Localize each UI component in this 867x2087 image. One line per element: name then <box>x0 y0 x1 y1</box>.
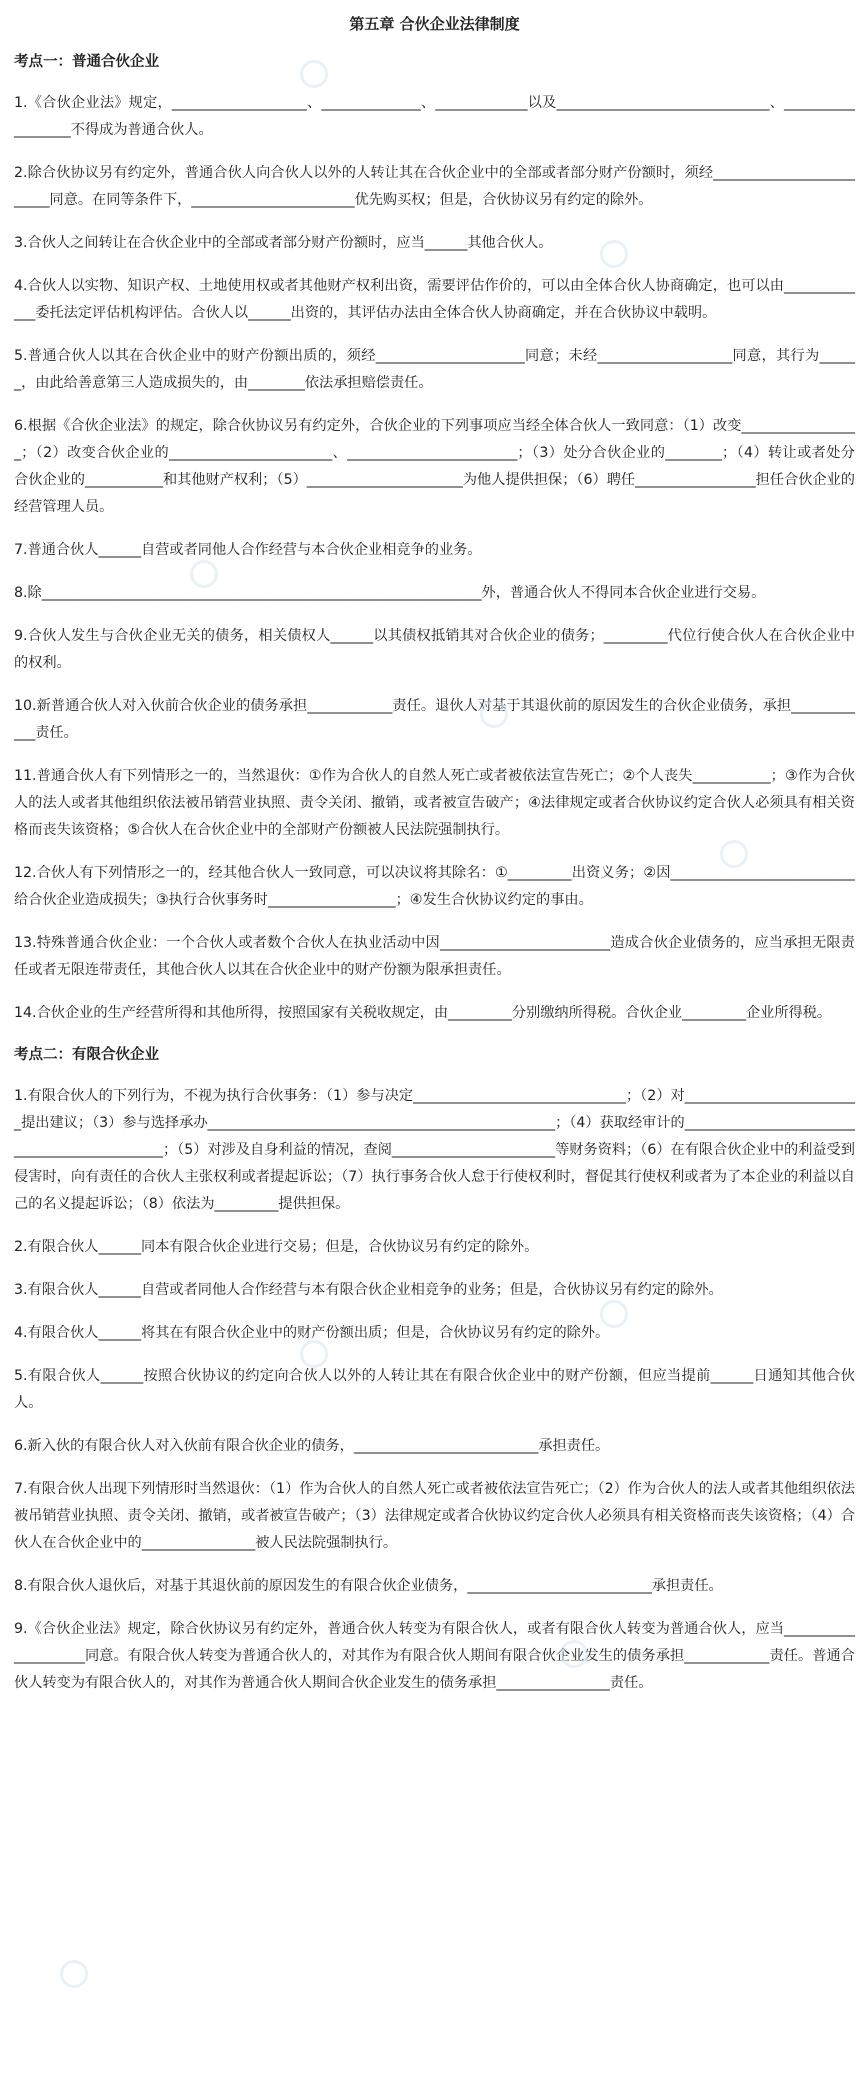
question-item: 7.有限合伙人出现下列情形时当然退伙：（1）作为合伙人的自然人死亡或者被依法宣告死亡；（2）作为合伙人的法人或者其他组织依法被吊销营业执照、责令关闭、撤销，或者被宣告破产；（3）法律规定或者合伙协议约定合伙人必须具有相关资格而丧失该资格；（4）合伙人在合伙企业中的________________被人民法院强制执行。 <box>14 1481 855 1551</box>
question-item: 1.有限合伙人的下列行为，不视为执行合伙事务：（1）参与决定______________________________；（2）对_________________________提出建议；（3）参与选择承办_________________________________________________；（4）获取经审计的_____________________________________________；（5）对涉及自身利益的情况，查阅_______________________等财务资料；（6）在有限合伙企业中的利益受到侵害时，向有责任的合伙人主张权利或者提起诉讼；（7）执行事务合伙人怠于行使权利时，督促其行使权利或者为了本企业的利益以自己的名义提起诉讼；（8）依法为_________提供担保。 <box>14 1088 855 1212</box>
section-heading: 考点一：普通合伙企业 <box>14 54 159 70</box>
watermark-logo <box>60 1960 88 1988</box>
question-item: 1.《合伙企业法》规定，___________________、______________、_____________以及______________________________、__________________不得成为普通合伙人。 <box>14 95 855 138</box>
question-item: 11.普通合伙人有下列情形之一的，当然退伙：①作为合伙人的自然人死亡或者被依法宣告死亡；②个人丧失___________；③作为合伙人的法人或者其他组织依法被吊销营业执照、责令关闭、撤销，或者被宣告破产；④法律规定或者合伙协议约定合伙人必须具有相关资格而丧失该资格；⑤合伙人在合伙企业中的全部财产份额被人民法院强制执行。 <box>14 768 855 838</box>
question-item: 8.除______________________________________________________________外，普通合伙人不得同本合伙企业进行交易。 <box>14 585 766 601</box>
question-item: 13.特殊普通合伙企业：一个合伙人或者数个合伙人在执业活动中因________________________造成合伙企业债务的，应当承担无限责任或者无限连带责任，其他合伙人以其在合伙企业中的财产份额为限承担责任。 <box>14 935 855 978</box>
page-title: 第五章 合伙企业法律制度 <box>349 15 520 33</box>
section-limited-partnership <box>14 1043 855 1697</box>
question-item: 4.有限合伙人______将其在有限合伙企业中的财产份额出质；但是，合伙协议另有约定的除外。 <box>14 1325 610 1341</box>
question-item: 5.普通合伙人以其在合伙企业中的财产份额出质的，须经_____________________同意；未经___________________同意，其行为______，由此给善意第三人造成损失的，由________依法承担赔偿责任。 <box>14 348 855 391</box>
question-item: 5.有限合伙人______按照合伙协议的约定向合伙人以外的人转让其在有限合伙企业中的财产份额，但应当提前______日通知其他合伙人。 <box>14 1368 855 1411</box>
question-item: 2.有限合伙人______同本有限合伙企业进行交易；但是，合伙协议另有约定的除外。 <box>14 1239 539 1255</box>
question-item: 3.有限合伙人______自营或者同他人合作经营与本有限合伙企业相竞争的业务；但是，合伙协议另有约定的除外。 <box>14 1282 723 1298</box>
section-general-partnership <box>14 50 855 1027</box>
section-heading: 考点二：有限合伙企业 <box>14 1047 159 1063</box>
question-item: 9.合伙人发生与合伙企业无关的债务，相关债权人______以其债权抵销其对合伙企业的债务；_________代位行使合伙人在合伙企业中的权利。 <box>14 628 855 671</box>
question-item: 8.有限合伙人退伙后，对基于其退伙前的原因发生的有限合伙企业债务，__________________________承担责任。 <box>14 1578 723 1594</box>
question-item: 4.合伙人以实物、知识产权、土地使用权或者其他财产权利出资，需要评估作价的，可以由全体合伙人协商确定，也可以由_____________委托法定评估机构评估。合伙人以______出资的，其评估办法由全体合伙人协商确定，并在合伙协议中载明。 <box>14 278 855 321</box>
question-item: 6.新入伙的有限合伙人对入伙前有限合伙企业的债务，__________________________承担责任。 <box>14 1438 610 1454</box>
question-item: 6.根据《合伙企业法》的规定，除合伙协议另有约定外，合伙企业的下列事项应当经全体合伙人一致同意：（1）改变_________________；（2）改变合伙企业的_______________________、________________________；（3）处分合伙企业的________；（4）转让或者处分合伙企业的___________和其他财产权利；（5）______________________为他人提供担保；（6）聘任_________________担任合伙企业的经营管理人员。 <box>14 418 855 515</box>
question-item: 10.新普通合伙人对入伙前合伙企业的债务承担____________责任。退伙人对基于其退伙前的原因发生的合伙企业债务，承担____________责任。 <box>14 698 855 741</box>
question-item: 7.普通合伙人______自营或者同他人合作经营与本合伙企业相竞争的业务。 <box>14 542 482 558</box>
question-item: 9.《合伙企业法》规定，除合伙协议另有约定外，普通合伙人转变为有限合伙人，或者有限合伙人转变为普通合伙人，应当____________________同意。有限合伙人转变为普通合伙人的，对其作为有限合伙人期间有限合伙企业发生的债务承担____________责任。普通合伙人转变为有限合伙人的，对其作为普通合伙人期间合伙企业发生的债务承担________________责任。 <box>14 1621 855 1691</box>
question-item: 2.除合伙协议另有约定外，普通合伙人向合伙人以外的人转让其在合伙企业中的全部或者部分财产份额时，须经_________________________同意。在同等条件下，_______________________优先购买权；但是，合伙协议另有约定的除外。 <box>14 165 855 208</box>
question-item: 3.合伙人之间转让在合伙企业中的全部或者部分财产份额时，应当______其他合伙人。 <box>14 235 553 251</box>
question-item: 14.合伙企业的生产经营所得和其他所得，按照国家有关税收规定，由_________分别缴纳所得税。合伙企业_________企业所得税。 <box>14 1005 832 1021</box>
question-item: 12.合伙人有下列情形之一的，经其他合伙人一致同意，可以决议将其除名：①_________出资义务；②因__________________________给合伙企业造成损失；③执行合伙事务时__________________；④发生合伙协议约定的事由。 <box>14 865 855 908</box>
